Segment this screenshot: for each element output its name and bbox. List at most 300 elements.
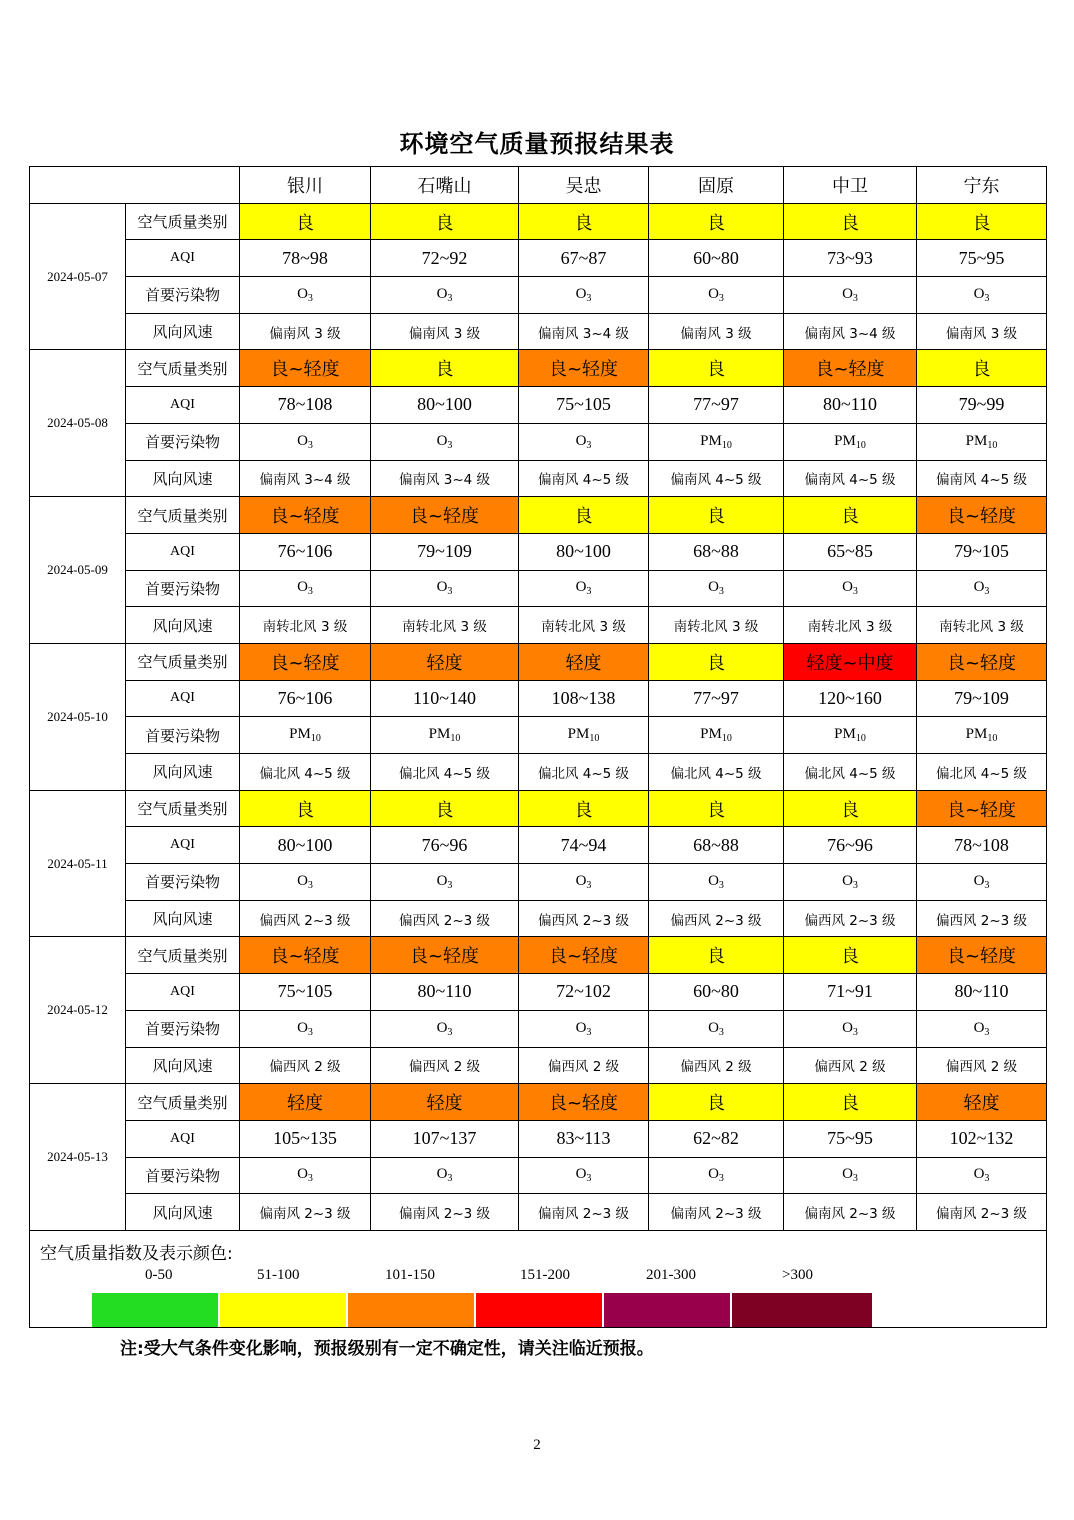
category-cell: 良 [917,350,1047,387]
wind-cell: 偏西风 2 级 [649,1047,784,1084]
pollutant-subscript: 10 [855,439,866,451]
pollutant-cell [519,423,649,460]
row-label-pollutant: 首要污染物 [126,717,240,754]
row-label-category: 空气质量类别 [126,350,240,387]
pollutant-subscript: 3 [718,586,724,598]
pollutant-name: O [575,285,587,302]
pollutant-subscript: 3 [586,292,592,304]
pollutant-cell [649,864,784,901]
pollutant-subscript: 3 [447,292,453,304]
pollutant-cell [371,717,519,754]
aqi-cell: 65~85 [784,533,917,570]
category-cell: 轻度 [519,643,649,680]
pollutant-name: O [436,285,448,302]
pollutant-cell [240,1157,371,1194]
aqi-cell: 78~108 [240,387,371,424]
aqi-cell: 79~105 [917,533,1047,570]
wind-cell: 偏南风 3 级 [240,313,371,350]
row-label-category: 空气质量类别 [126,497,240,534]
pollutant-name: O [708,1166,719,1183]
pollutant-subscript: 3 [447,879,453,891]
pollutant-subscript: 3 [984,1173,990,1185]
pollutant-cell [917,1157,1047,1194]
pollutant-subscript: 3 [984,586,990,598]
pollutant-cell [649,277,784,314]
pollutant-cell [917,423,1047,460]
aqi-cell: 79~109 [917,680,1047,717]
category-cell: 良 [519,790,649,827]
forecast-row-wind [30,900,1047,937]
category-cell: 良~轻度 [519,1084,649,1121]
forecast-row-wind [30,313,1047,350]
category-cell: 轻度 [371,643,519,680]
category-cell: 良~轻度 [240,350,371,387]
city-header: 宁东 [917,167,1047,204]
pollutant-cell [649,570,784,607]
category-cell: 良~轻度 [784,350,917,387]
row-label-wind: 风向风速 [126,1047,240,1084]
category-cell: 良 [649,790,784,827]
pollutant-name: O [842,872,853,889]
pollutant-name: O [297,1166,308,1183]
date-cell: 2024-05-07 [30,203,126,350]
aqi-cell: 80~100 [371,387,519,424]
pollutant-name: PM [567,726,590,743]
wind-cell: 偏南风 2~3 级 [371,1194,519,1231]
pollutant-cell [371,1157,519,1194]
pollutant-subscript: 3 [447,1026,453,1038]
forecast-row-wind [30,1047,1047,1084]
aqi-cell: 76~106 [240,533,371,570]
pollutant-cell [519,1157,649,1194]
row-label-wind: 风向风速 [126,1194,240,1231]
forecast-row-aqi [30,680,1047,717]
category-cell: 轻度 [240,1084,371,1121]
row-label-aqi: AQI [126,533,240,570]
pollutant-subscript: 10 [721,439,732,451]
pollutant-name: O [297,872,308,889]
category-cell: 良 [784,203,917,240]
wind-cell: 偏南风 4~5 级 [784,460,917,497]
aqi-cell: 80~110 [784,387,917,424]
row-label-category: 空气质量类别 [126,643,240,680]
category-cell: 良 [371,790,519,827]
aqi-cell: 68~88 [649,533,784,570]
pollutant-name: O [842,1166,853,1183]
category-cell: 良 [240,790,371,827]
forecast-row-pollutant [30,717,1047,754]
pollutant-name: O [973,1166,985,1183]
aqi-cell: 83~113 [519,1120,649,1157]
category-cell: 良 [649,350,784,387]
wind-cell: 偏南风 3 级 [917,313,1047,350]
wind-cell: 南转北风 3 级 [917,607,1047,644]
wind-cell: 偏南风 4~5 级 [649,460,784,497]
forecast-row-category [30,497,1047,534]
category-cell: 良~轻度 [917,790,1047,827]
aqi-cell: 71~91 [784,974,917,1011]
pollutant-cell [917,570,1047,607]
pollutant-name: O [436,1166,448,1183]
row-label-aqi: AQI [126,827,240,864]
legend-range-label: 0-50 [145,1266,173,1283]
row-label-category: 空气质量类别 [126,203,240,240]
category-cell: 良~轻度 [519,937,649,974]
pollutant-name: O [708,285,719,302]
pollutant-subscript: 3 [307,439,313,451]
legend-range-label: 151-200 [520,1266,570,1283]
pollutant-cell [649,423,784,460]
forecast-row-aqi [30,827,1047,864]
row-label-pollutant: 首要污染物 [126,1157,240,1194]
wind-cell: 偏西风 2~3 级 [917,900,1047,937]
pollutant-name: O [297,579,308,596]
forecast-row-aqi [30,1120,1047,1157]
aqi-cell: 68~88 [649,827,784,864]
forecast-row-pollutant [30,570,1047,607]
pollutant-name: PM [834,726,856,743]
wind-cell: 偏北风 4~5 级 [917,754,1047,791]
pollutant-name: O [708,1019,719,1036]
row-label-wind: 风向风速 [126,900,240,937]
wind-cell: 偏南风 3 级 [649,313,784,350]
pollutant-cell [784,717,917,754]
legend-range-label: >300 [782,1266,813,1283]
aqi-cell: 60~80 [649,974,784,1011]
aqi-cell: 67~87 [519,240,649,277]
pollutant-name: PM [965,726,988,743]
aqi-cell: 80~110 [371,974,519,1011]
pollutant-name: PM [834,432,856,449]
city-header: 固原 [649,167,784,204]
pollutant-name: O [436,432,448,449]
legend-cell [30,1230,1047,1327]
pollutant-subscript: 3 [447,439,453,451]
pollutant-name: O [973,579,985,596]
aqi-cell: 77~97 [649,680,784,717]
date-cell: 2024-05-08 [30,350,126,497]
forecast-row-aqi [30,533,1047,570]
category-cell: 良 [784,497,917,534]
category-cell: 良~轻度 [917,937,1047,974]
wind-cell: 偏北风 4~5 级 [240,754,371,791]
pollutant-name: PM [700,726,722,743]
wind-cell: 南转北风 3 级 [240,607,371,644]
pollutant-cell [240,717,371,754]
pollutant-cell [784,570,917,607]
wind-cell: 南转北风 3 级 [519,607,649,644]
category-cell: 良~轻度 [240,937,371,974]
pollutant-subscript: 3 [586,586,592,598]
pollutant-name: O [436,579,448,596]
city-header: 中卫 [784,167,917,204]
category-cell: 良 [917,203,1047,240]
pollutant-name: O [708,872,719,889]
legend-color-swatch [348,1293,474,1328]
wind-cell: 偏西风 2~3 级 [371,900,519,937]
pollutant-subscript: 3 [718,1026,724,1038]
row-label-wind: 风向风速 [126,607,240,644]
forecast-row-pollutant [30,1157,1047,1194]
wind-cell: 偏南风 3~4 级 [240,460,371,497]
category-cell: 良~轻度 [917,497,1047,534]
row-label-aqi: AQI [126,387,240,424]
aqi-cell: 77~97 [649,387,784,424]
wind-cell: 偏北风 4~5 级 [649,754,784,791]
date-cell: 2024-05-12 [30,937,126,1084]
pollutant-subscript: 3 [586,439,592,451]
pollutant-name: PM [428,726,451,743]
forecast-row-category [30,643,1047,680]
row-label-category: 空气质量类别 [126,937,240,974]
row-label-wind: 风向风速 [126,754,240,791]
city-header: 石嘴山 [371,167,519,204]
pollutant-name: O [575,1019,587,1036]
pollutant-name: O [575,432,587,449]
category-cell: 良~轻度 [371,937,519,974]
pollutant-cell [519,277,649,314]
legend-row [30,1230,1047,1327]
pollutant-subscript: 3 [586,879,592,891]
aqi-cell: 60~80 [649,240,784,277]
pollutant-cell [240,1010,371,1047]
pollutant-name: PM [700,432,722,449]
category-cell: 良 [371,203,519,240]
pollutant-subscript: 3 [586,1173,592,1185]
legend-heading: 空气质量指数及表示颜色: [40,1243,233,1264]
aqi-cell: 75~105 [240,974,371,1011]
pollutant-subscript: 3 [852,292,858,304]
pollutant-name: O [575,872,587,889]
legend-range-label: 51-100 [257,1266,300,1283]
pollutant-cell [784,277,917,314]
city-header: 吴忠 [519,167,649,204]
date-cell: 2024-05-13 [30,1084,126,1231]
forecast-row-pollutant [30,423,1047,460]
pollutant-subscript: 10 [450,733,461,745]
aqi-cell: 72~102 [519,974,649,1011]
wind-cell: 南转北风 3 级 [649,607,784,644]
aqi-cell: 73~93 [784,240,917,277]
aqi-cell: 72~92 [371,240,519,277]
forecast-row-wind [30,754,1047,791]
aqi-cell: 78~108 [917,827,1047,864]
category-cell: 良 [649,937,784,974]
row-label-aqi: AQI [126,1120,240,1157]
aqi-cell: 105~135 [240,1120,371,1157]
pollutant-cell [784,423,917,460]
pollutant-cell [649,717,784,754]
forecast-table [29,166,1047,1328]
pollutant-cell [649,1157,784,1194]
pollutant-subscript: 3 [718,879,724,891]
forecast-row-category [30,350,1047,387]
wind-cell: 偏南风 4~5 级 [917,460,1047,497]
header-row [30,167,1047,204]
wind-cell: 偏南风 3~4 级 [784,313,917,350]
category-cell: 良 [371,350,519,387]
color-legend [30,1231,1046,1327]
forecast-row-category [30,790,1047,827]
category-cell: 良~轻度 [917,643,1047,680]
pollutant-cell [519,1010,649,1047]
category-cell: 良 [649,203,784,240]
pollutant-cell [371,570,519,607]
wind-cell: 偏南风 3 级 [371,313,519,350]
aqi-cell: 110~140 [371,680,519,717]
category-cell: 良 [240,203,371,240]
legend-color-swatch [220,1293,346,1328]
wind-cell: 偏南风 2~3 级 [649,1194,784,1231]
pollutant-cell [784,1157,917,1194]
pollutant-name: O [575,1166,587,1183]
row-label-aqi: AQI [126,680,240,717]
category-cell: 良 [519,203,649,240]
forecast-row-category [30,937,1047,974]
legend-color-swatch [92,1293,218,1328]
aqi-cell: 75~105 [519,387,649,424]
legend-color-swatch [732,1293,872,1328]
pollutant-name: O [842,1019,853,1036]
aqi-cell: 76~96 [371,827,519,864]
pollutant-cell [240,277,371,314]
pollutant-subscript: 10 [310,733,321,745]
pollutant-cell [371,1010,519,1047]
category-cell: 良 [519,497,649,534]
category-cell: 良~轻度 [240,497,371,534]
pollutant-name: PM [289,726,311,743]
category-cell: 轻度~中度 [784,643,917,680]
category-cell: 良 [784,790,917,827]
wind-cell: 偏西风 2 级 [784,1047,917,1084]
category-cell: 良~轻度 [240,643,371,680]
header-corner [30,167,240,204]
pollutant-name: O [973,872,985,889]
wind-cell: 偏西风 2~3 级 [240,900,371,937]
date-cell: 2024-05-10 [30,643,126,790]
city-header: 银川 [240,167,371,204]
aqi-cell: 74~94 [519,827,649,864]
wind-cell: 南转北风 3 级 [784,607,917,644]
category-cell: 轻度 [917,1084,1047,1121]
aqi-cell: 107~137 [371,1120,519,1157]
row-label-aqi: AQI [126,240,240,277]
aqi-cell: 80~110 [917,974,1047,1011]
aqi-cell: 108~138 [519,680,649,717]
aqi-cell: 102~132 [917,1120,1047,1157]
wind-cell: 偏南风 3~4 级 [371,460,519,497]
aqi-cell: 62~82 [649,1120,784,1157]
pollutant-cell [917,277,1047,314]
wind-cell: 偏西风 2 级 [240,1047,371,1084]
pollutant-subscript: 10 [721,733,732,745]
pollutant-subscript: 3 [718,1173,724,1185]
pollutant-cell [917,864,1047,901]
pollutant-cell [371,277,519,314]
pollutant-name: O [436,872,448,889]
aqi-cell: 76~96 [784,827,917,864]
legend-range-label: 101-150 [385,1266,435,1283]
aqi-cell: 79~99 [917,387,1047,424]
forecast-row-pollutant [30,1010,1047,1047]
date-cell: 2024-05-09 [30,497,126,644]
wind-cell: 偏西风 2~3 级 [784,900,917,937]
pollutant-subscript: 3 [307,292,313,304]
pollutant-subscript: 3 [852,1173,858,1185]
aqi-cell: 75~95 [917,240,1047,277]
wind-cell: 偏北风 4~5 级 [371,754,519,791]
category-cell: 轻度 [371,1084,519,1121]
row-label-wind: 风向风速 [126,460,240,497]
row-label-pollutant: 首要污染物 [126,277,240,314]
date-cell: 2024-05-11 [30,790,126,937]
row-label-pollutant: 首要污染物 [126,423,240,460]
page-number: 2 [533,1437,541,1453]
category-cell: 良 [649,1084,784,1121]
category-cell: 良 [784,937,917,974]
wind-cell: 偏西风 2~3 级 [519,900,649,937]
wind-cell: 偏南风 2~3 级 [917,1194,1047,1231]
pollutant-subscript: 3 [447,586,453,598]
wind-cell: 偏北风 4~5 级 [784,754,917,791]
aqi-cell: 120~160 [784,680,917,717]
pollutant-name: PM [965,432,988,449]
pollutant-subscript: 3 [984,1026,990,1038]
pollutant-name: O [436,1019,448,1036]
pollutant-subscript: 3 [718,292,724,304]
pollutant-cell [917,717,1047,754]
pollutant-subscript: 10 [855,733,866,745]
category-cell: 良~轻度 [371,497,519,534]
pollutant-cell [917,1010,1047,1047]
wind-cell: 偏西风 2 级 [371,1047,519,1084]
forecast-row-wind [30,460,1047,497]
wind-cell: 偏南风 2~3 级 [519,1194,649,1231]
pollutant-cell [240,864,371,901]
page-title: 环境空气质量预报结果表 [399,130,675,158]
pollutant-cell [519,864,649,901]
wind-cell: 偏南风 2~3 级 [240,1194,371,1231]
forecast-row-pollutant [30,864,1047,901]
aqi-cell: 75~95 [784,1120,917,1157]
pollutant-cell [649,1010,784,1047]
wind-cell: 偏西风 2 级 [519,1047,649,1084]
forecast-row-category [30,203,1047,240]
legend-color-swatch [476,1293,602,1328]
pollutant-subscript: 10 [987,733,998,745]
legend-range-label: 201-300 [646,1266,696,1283]
aqi-cell: 78~98 [240,240,371,277]
pollutant-name: O [575,579,587,596]
aqi-cell: 79~109 [371,533,519,570]
forecast-row-pollutant [30,277,1047,314]
row-label-pollutant: 首要污染物 [126,570,240,607]
pollutant-subscript: 3 [852,879,858,891]
pollutant-subscript: 3 [586,1026,592,1038]
forecast-row-aqi [30,240,1047,277]
pollutant-name: O [973,1019,985,1036]
wind-cell: 偏西风 2 级 [917,1047,1047,1084]
category-cell: 良 [784,1084,917,1121]
category-cell: 良 [649,497,784,534]
forecast-row-aqi [30,974,1047,1011]
wind-cell: 偏北风 4~5 级 [519,754,649,791]
pollutant-subscript: 3 [307,586,313,598]
forecast-row-category [30,1084,1047,1121]
pollutant-subscript: 3 [984,879,990,891]
row-label-pollutant: 首要污染物 [126,864,240,901]
pollutant-subscript: 3 [447,1173,453,1185]
